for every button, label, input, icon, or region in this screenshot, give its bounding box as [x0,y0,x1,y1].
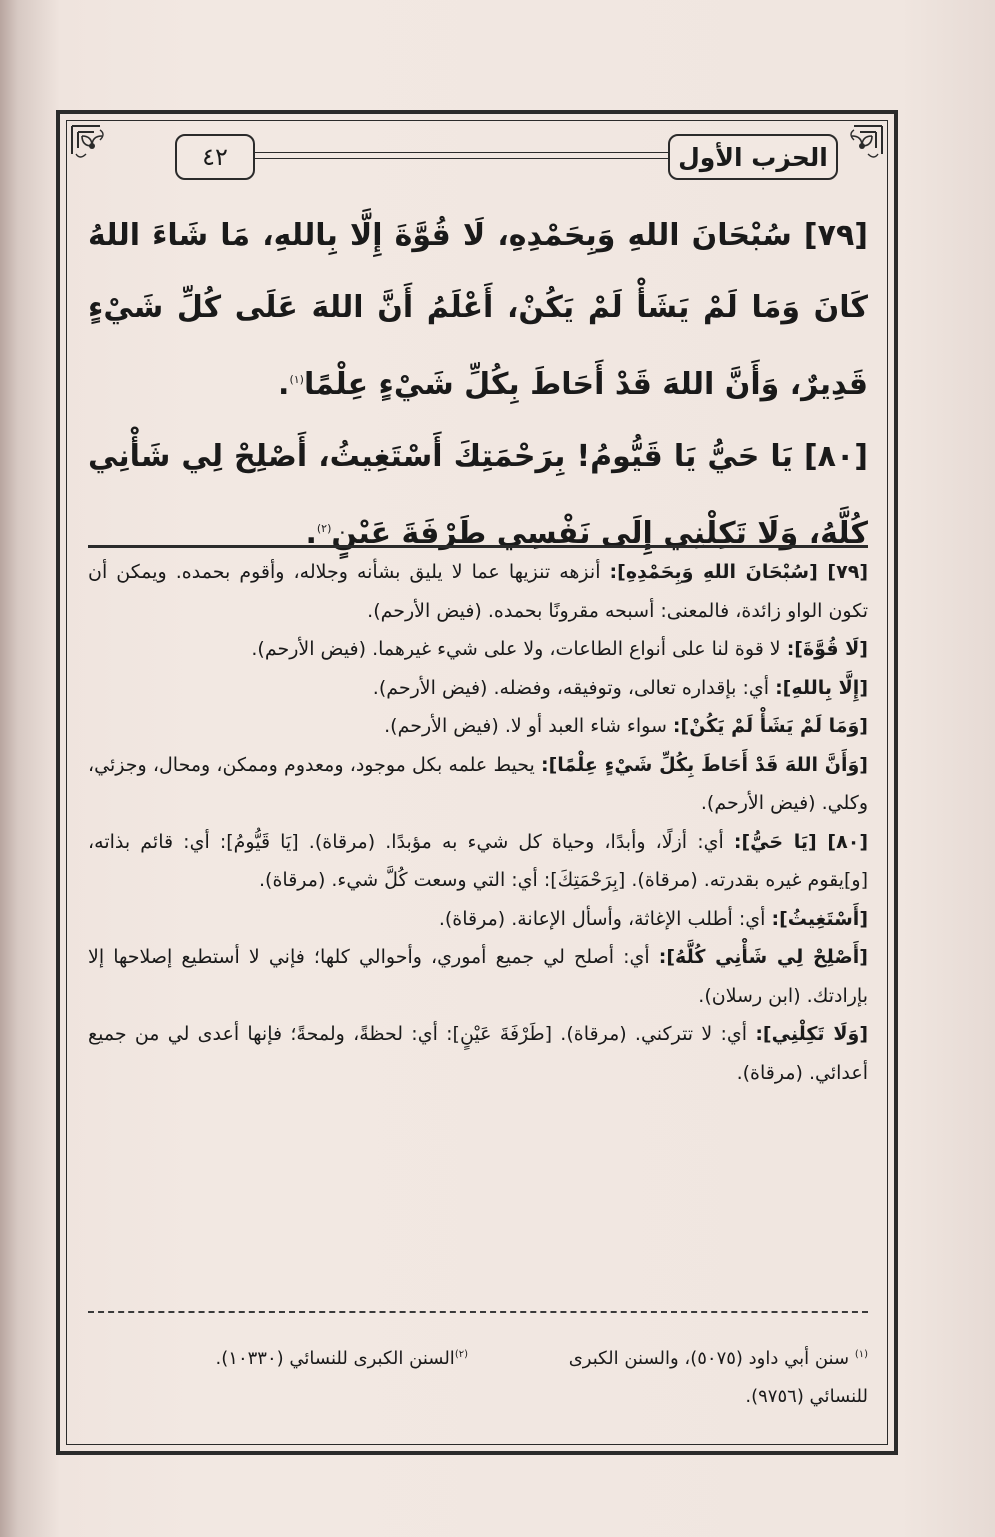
commentary-term: [أَسْتَغِيثُ]: [771,907,868,930]
commentary-term: [أَصْلِحْ لِي شَأْنِي كُلَّهُ]: [658,946,868,968]
commentary-term: [وَمَا لَمْ يَشَأْ لَمْ يَكُنْ]: [672,715,868,737]
commentary-item [88,669,868,708]
footnote-1 [528,1336,868,1416]
commentary-item [88,746,868,823]
dua-79 [88,200,868,421]
commentary-text: لا قوة لنا على أنواع الطاعات، ولا على شيء غيرهما. (فيض الأرحم). [251,638,787,660]
footnote-mark: (٢) [454,1349,468,1360]
commentary-text: يحيط علمه بكل موجود، ومعدوم وممكن، ومحال، وجزئي، وكلي. (فيض الأرحم). [88,753,868,814]
commentary-text: أي: أزلًا، وأبدًا، وحياة كل شيء به مؤبدًا. (مرقاة). [يَا قَيُّومُ]: أي: قائم بذاته، [و]يقوم غيره بقدرته. (مرقاة). [بِرَحْمَتِكَ]: أي: التي وسعت كُلَّ شيء. (مرقاة). [88,830,868,891]
footnote-text: سنن أبي داود (٥٠٧٥)، والسنن الكبرى للنسائي (٩٧٥٦). [568,1348,868,1407]
section-divider [88,545,868,548]
corner-ornament-icon [70,124,116,170]
page-number: ٤٢ [175,134,255,180]
commentary-text: أنزهه تنزيها عما لا يليق بشأنه وجلاله، وأقوم بحمده. ويمكن أن تكون الواو زائدة، فالمعنى: أسبحه مقرونًا بحمده. (فيض الأرحم). [88,561,868,622]
commentary-item [88,938,868,1015]
footnote-2 [88,1336,468,1378]
dua-number: [٨٠] [803,439,868,474]
footnotes [88,1336,868,1426]
dua-end-mark: . [305,516,317,551]
commentary-term: [لَا قُوَّةَ]: [786,638,868,660]
commentary-text: سواء شاء العبد أو لا. (فيض الأرحم). [384,715,673,737]
commentary-term: [٧٩] [سُبْحَانَ اللهِ وَبِحَمْدِهِ]: [609,561,868,583]
footnote-separator [88,1311,868,1313]
page-header [120,132,838,188]
dua-section [88,200,868,570]
commentary-term: [٨٠] [يَا حَيُّ]: [733,830,868,853]
commentary-text: أي: أصلح لي جميع أموري، وأحوالي كلها؛ فإني لا أستطيع إصلاحها إلا بإرادتك. (ابن رسلان). [88,946,868,1007]
commentary-item [88,630,868,669]
commentary-item [88,707,868,746]
commentary-text: أي: لا تتركني. (مرقاة). [طَرْفَةَ عَيْنٍ]: أي: لحظةً، ولمحةً؛ فإنها أعدى لي من جميع أعدائي. (مرقاة). [88,1023,868,1084]
footnote-mark: (١) [854,1349,868,1360]
footnote-marker: (١) [289,373,304,386]
header-rule [255,152,668,159]
commentary-term: [وَلَا تَكِلْنِي]: [755,1023,869,1045]
corner-ornament-icon [838,124,884,170]
dua-text: يَا حَيُّ يَا قَيُّومُ! بِرَحْمَتِكَ أَسْتَغِيثُ، أَصْلِحْ لِي شَأْنِي كُلَّهُ، وَلَا تَكِلْنِي إِلَى نَفْسِي طَرْفَةَ عَيْنٍ [88,439,868,551]
commentary-item [88,823,868,900]
commentary-section [88,553,868,1092]
dua-end-mark: . [278,367,290,402]
commentary-text: أي: بإقداره تعالى، وتوفيقه، وفضله. (فيض الأرحم). [372,676,776,699]
commentary-item [88,1015,868,1092]
footnote-text: السنن الكبرى للنسائي (١٠٣٣٠). [215,1348,455,1369]
dua-text: سُبْحَانَ اللهِ وَبِحَمْدِهِ، لَا قُوَّةَ إِلَّا بِاللهِ، مَا شَاءَ اللهُ كَانَ وَمَا لَمْ يَشَأْ لَمْ يَكُنْ، أَعْلَمُ أَنَّ اللهَ عَلَى كُلِّ شَيْءٍ قَدِيرٌ، وَأَنَّ اللهَ قَدْ أَحَاطَ بِكُلِّ شَيْءٍ عِلْمًا [88,218,868,402]
footnote-marker: (٢) [316,522,332,535]
commentary-item [88,553,868,630]
commentary-term: [وَأَنَّ اللهَ قَدْ أَحَاطَ بِكُلِّ شَيْءٍ عِلْمًا]: [540,753,868,776]
dua-number: [٧٩] [803,218,868,253]
commentary-item [88,900,868,939]
commentary-term: [إِلَّا بِاللهِ]: [775,676,868,699]
commentary-text: أي: أطلب الإغاثة، وأسأل الإعانة. (مرقاة). [438,907,772,930]
part-title: الحزب الأول [668,134,838,180]
